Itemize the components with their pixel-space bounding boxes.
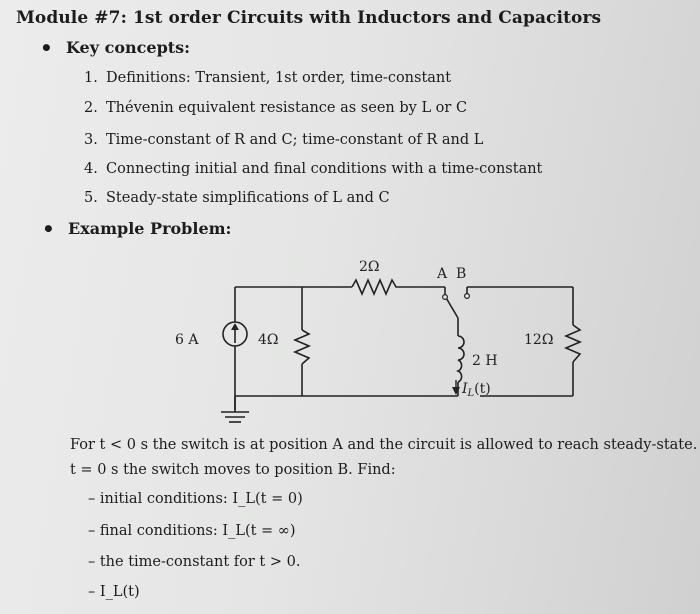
statement-line-2: t = 0 s the switch moves to position B. Find: bbox=[70, 462, 396, 478]
example-label: Example Problem: bbox=[68, 219, 232, 238]
inductor-coil bbox=[458, 336, 464, 382]
task-item: – the time-constant for t > 0. bbox=[88, 554, 301, 570]
label-il: $I_L(t)$ bbox=[462, 381, 491, 399]
resistor-4ohm bbox=[295, 330, 309, 364]
label-4ohm: 4Ω bbox=[258, 332, 279, 348]
concept-item: 5. Steady-state simplifications of L and C bbox=[84, 190, 390, 206]
resistor-2ohm bbox=[352, 280, 400, 294]
label-switch-ab: A B bbox=[437, 266, 467, 282]
switch-contact-b bbox=[465, 294, 470, 299]
label-12ohm: 12Ω bbox=[524, 332, 554, 348]
source-arrow-icon bbox=[231, 323, 239, 330]
key-concepts-label: Key concepts: bbox=[66, 38, 191, 57]
task-item: – I_L(t) bbox=[88, 584, 140, 600]
bullet-dot: • bbox=[40, 36, 53, 60]
label-2ohm: 2Ω bbox=[359, 259, 380, 275]
bullet-dot: • bbox=[42, 217, 55, 241]
label-6a: 6 A bbox=[175, 332, 199, 348]
concept-item: 4. Connecting initial and final conditions with a time-constant bbox=[84, 161, 543, 177]
resistor-12ohm bbox=[566, 325, 580, 362]
module-title: Module #7: 1st order Circuits with Inductors and Capacitors bbox=[16, 8, 602, 28]
task-item: – final conditions: I_L(t = ∞) bbox=[88, 523, 296, 539]
concept-item: 2. Thévenin equivalent resistance as seen by L or C bbox=[84, 100, 468, 116]
statement-line-1: For t < 0 s the switch is at position A and the circuit is allowed to reach steady-state. bbox=[70, 437, 698, 453]
switch-contact-a bbox=[443, 295, 448, 300]
label-2h: 2 H bbox=[472, 353, 498, 369]
task-item: – initial conditions: I_L(t = 0) bbox=[88, 491, 303, 507]
concept-item: 1. Definitions: Transient, 1st order, time-constant bbox=[84, 70, 452, 86]
concept-item: 3. Time-constant of R and C; time-constant of R and L bbox=[84, 132, 484, 148]
